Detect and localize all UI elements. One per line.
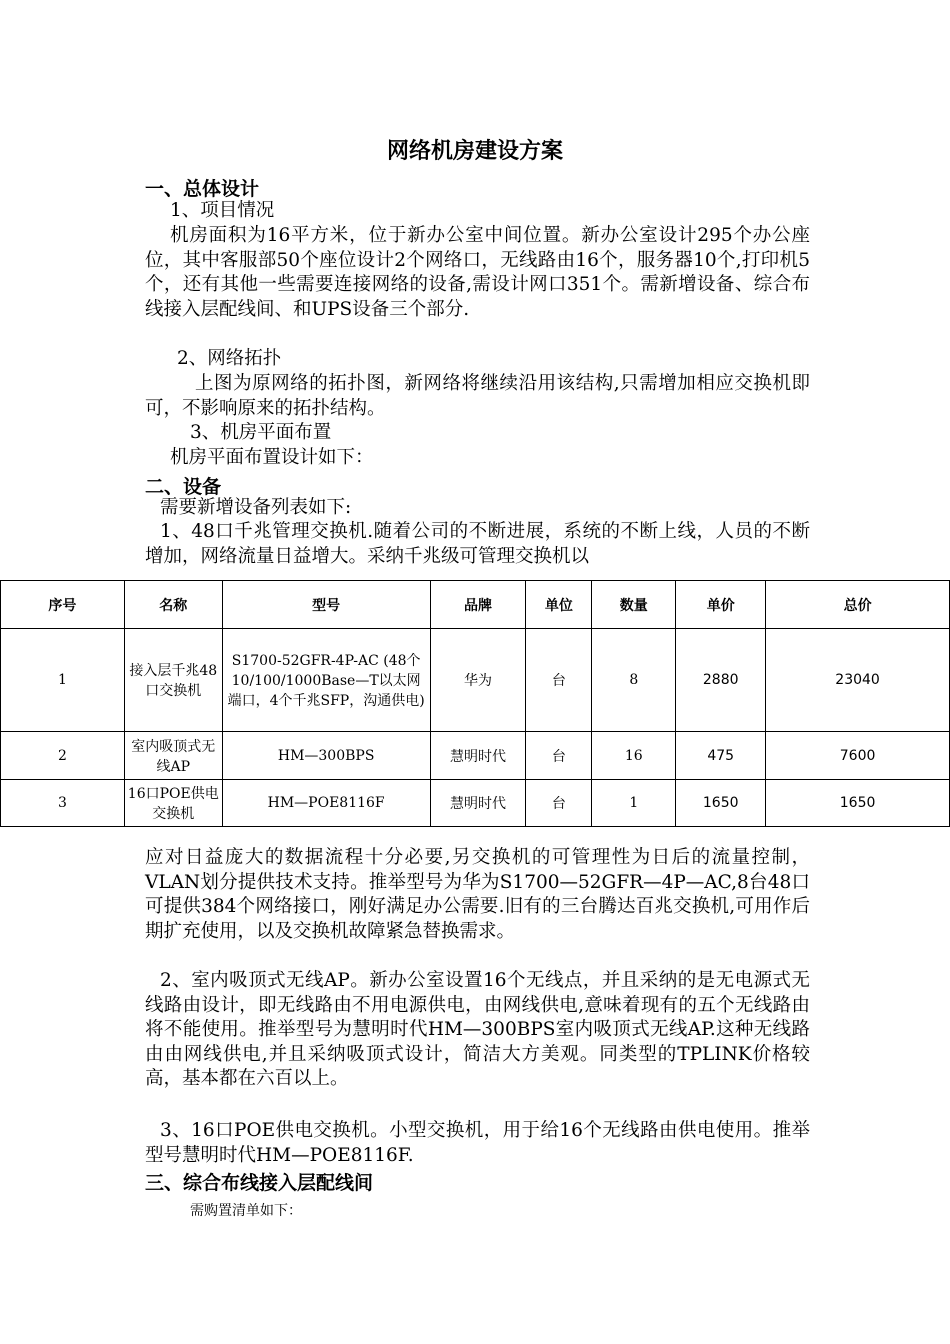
table-row [1,629,950,732]
cell-unit-price: 1650 [676,780,766,827]
header-cell: 品牌 [430,581,526,629]
subheading-project: 1、项目情况 [170,200,275,221]
cell-name: 室内吸顶式无线AP [124,732,222,780]
header-cell: 总价 [766,581,950,629]
equipment-table [0,580,950,827]
cell-unit: 台 [526,780,592,827]
header-cell: 型号 [222,581,430,629]
table-row [1,780,950,827]
paragraph-floorplan: 机房平面布置设计如下： [170,447,374,468]
cell-total-price: 1650 [766,780,950,827]
paragraph-wireless-ap: 2、室内吸顶式无线AP。新办公室设置16个无线点，并且采纳的是无电源式无线路由设计，即无线路由不用电源供电，由网线供电,意味着现有的五个无线路由将不能使用。推举型号为慧明时代HM—300BPS室内吸顶式无线AP.这种无线路由由网线供电,并且采纳吸顶式设计，简洁大方美观。同类型的TPLINK价格较高，基本都在六百以上。 [145,970,810,1089]
cell-brand: 慧明时代 [430,780,526,827]
cell-name: 接入层千兆48口交换机 [124,629,222,732]
cell-index: 3 [1,780,125,827]
paragraph-poe-switch: 3、16口POE供电交换机。小型交换机，用于给16个无线路由供电使用。推举型号慧明时代HM—POE8116F. [145,1120,810,1166]
cell-unit: 台 [526,629,592,732]
subheading-floorplan: 3、机房平面布置 [190,422,332,443]
header-cell: 单位 [526,581,592,629]
cell-name: 16口POE供电交换机 [124,780,222,827]
section-heading-overall: 一、总体设计 [145,178,260,200]
cell-index: 2 [1,732,125,780]
paragraph-switch-a: 1、48口千兆管理交换机.随着公司的不断进展，系统的不断上线，人员的不断增加，网络流量日益增大。采纳千兆级可管理交换机以 [145,521,810,567]
paragraph-cabling-intro: 需购置清单如下： [190,1203,302,1219]
section-heading-cabling: 三、综合布线接入层配线间 [145,1172,374,1194]
header-cell: 数量 [592,581,676,629]
cell-quantity: 8 [592,629,676,732]
header-cell: 单价 [676,581,766,629]
subheading-topology: 2、网络拓扑 [177,348,282,369]
table-row [1,732,950,780]
cell-total-price: 23040 [766,629,950,732]
paragraph-switch-b: 应对日益庞大的数据流程十分必要,另交换机的可管理性为日后的流量控制，VLAN划分提供技术支持。推举型号为华为S1700—52GFR—4P—AC,8台48口可提供384个网络接口，刚好满足办公需要.旧有的三台腾达百兆交换机,可用作后期扩充使用，以及交换机故障紧急替换需求。 [145,847,810,942]
paragraph-project: 机房面积为16平方米，位于新办公室中间位置。新办公室设计295个办公座位，其中客服部50个座位设计2个网络口，无线路由16个，服务器10个,打印机5个，还有其他一些需要连接网络的设备,需设计网口351个。需新增设备、综合布线接入层配线间、和UPS设备三个部分. [145,225,810,320]
paragraph-equipment-intro: 需要新增设备列表如下: [160,497,352,518]
cell-model: HM—300BPS [222,732,430,780]
header-cell: 序号 [1,581,125,629]
cell-unit: 台 [526,732,592,780]
cell-brand: 慧明时代 [430,732,526,780]
cell-brand: 华为 [430,629,526,732]
cell-unit-price: 475 [676,732,766,780]
cell-quantity: 1 [592,780,676,827]
cell-model: S1700-52GFR-4P-AC (48个10/100/1000Base—T以太网端口，4个千兆SFP，沟通供电) [222,629,430,732]
cell-index: 1 [1,629,125,732]
paragraph-topology: 上图为原网络的拓扑图，新网络将继续沿用该结构,只需增加相应交换机即可，不影响原来的拓扑结构。 [145,373,810,419]
cell-quantity: 16 [592,732,676,780]
table-header-row [1,581,950,629]
cell-total-price: 7600 [766,732,950,780]
cell-model: HM—POE8116F [222,780,430,827]
page-title: 网络机房建设方案 [386,139,563,164]
header-cell: 名称 [124,581,222,629]
cell-unit-price: 2880 [676,629,766,732]
section-heading-equipment: 二、设备 [145,476,222,498]
